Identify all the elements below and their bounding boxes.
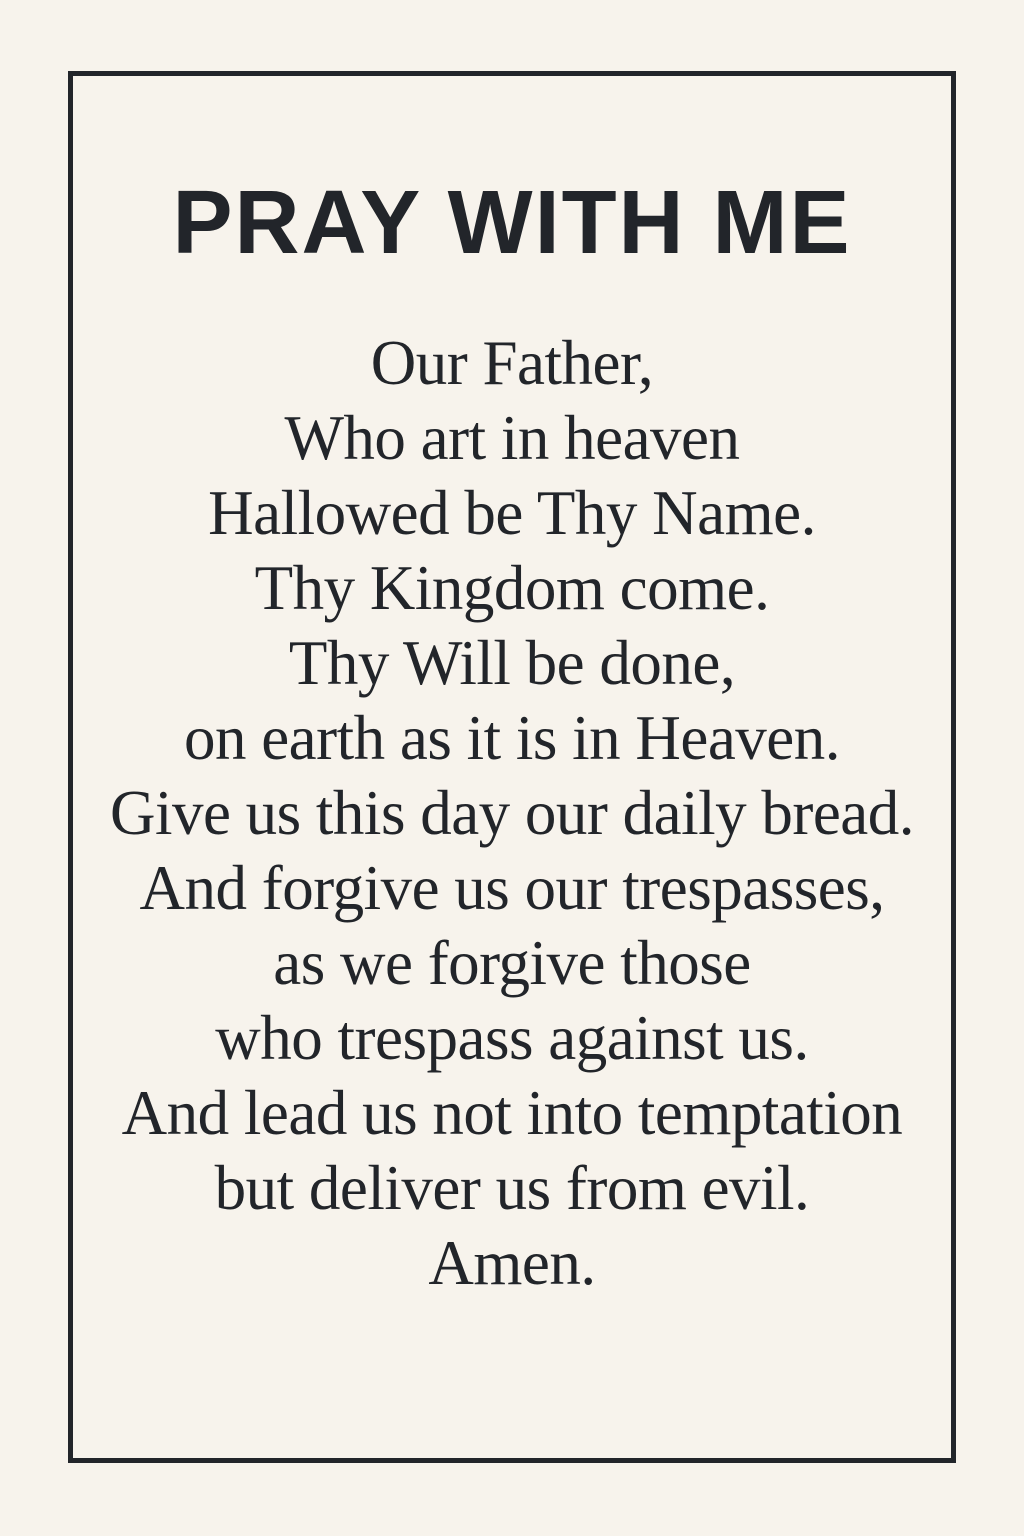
prayer-line: Thy Will be done, bbox=[288, 628, 736, 698]
poster-title: PRAY WITH ME bbox=[172, 173, 852, 273]
prayer-line: Give us this day our daily bread. bbox=[109, 778, 915, 848]
prayer-line: but deliver us from evil. bbox=[214, 1153, 810, 1223]
prayer-line: on earth as it is in Heaven. bbox=[183, 703, 841, 773]
prayer-line: who trespass against us. bbox=[215, 1003, 809, 1073]
prayer-text-block bbox=[110, 326, 914, 1301]
prayer-line: And lead us not into temptation bbox=[121, 1078, 903, 1148]
prayer-line: Hallowed be Thy Name. bbox=[208, 478, 816, 548]
prayer-line: Our Father, bbox=[370, 328, 654, 398]
prayer-line: as we forgive those bbox=[273, 928, 751, 998]
poster-border-frame bbox=[68, 71, 956, 1463]
prayer-line: Amen. bbox=[428, 1228, 596, 1298]
prayer-line: Who art in heaven bbox=[284, 403, 740, 473]
prayer-line: And forgive us our trespasses, bbox=[139, 853, 885, 923]
prayer-line: Thy Kingdom come. bbox=[254, 553, 770, 623]
